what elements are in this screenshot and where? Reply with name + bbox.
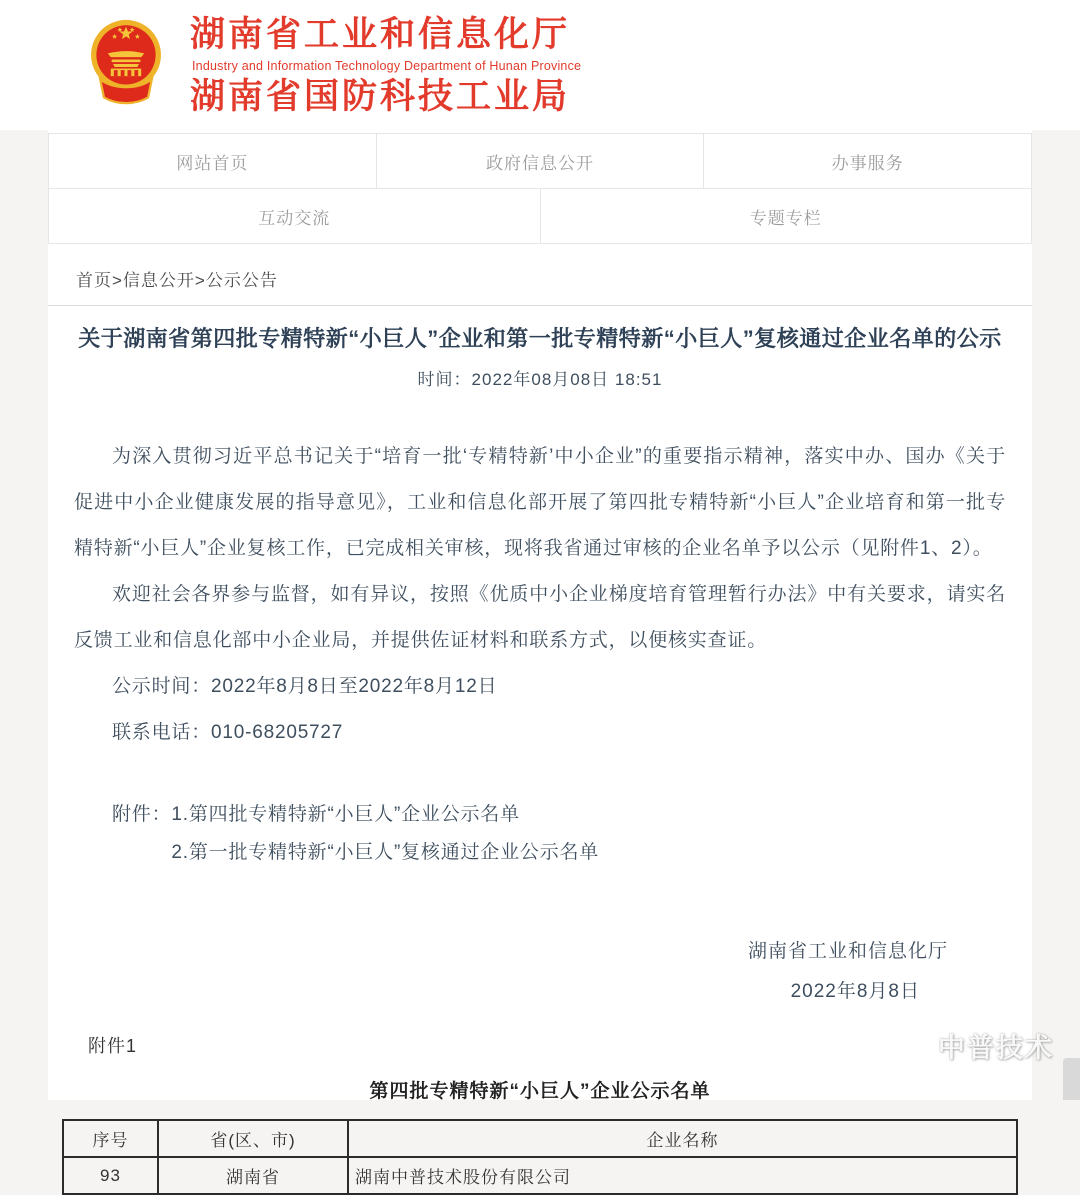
table-header-row [63, 1120, 1017, 1157]
cell-company: 湖南中普技术股份有限公司 [348, 1157, 1017, 1194]
attachment-link-1[interactable]: 1.第四批专精特新“小巨人”企业公示名单 [171, 804, 520, 825]
scrollbar-thumb[interactable] [1063, 1058, 1080, 1100]
org-name-english: Industry and Information Technology Department of Hunan Province [192, 58, 582, 73]
nav-item-services[interactable]: 办事服务 [703, 134, 1031, 188]
publish-time: 时间：2022年08月08日 18:51 [417, 370, 663, 389]
cell-province: 湖南省 [158, 1157, 348, 1194]
col-header-province: 省(区、市) [158, 1120, 348, 1157]
cell-index: 93 [63, 1157, 158, 1194]
annex-label: 附件1 [88, 1036, 138, 1056]
nav-item-interaction[interactable]: 互动交流 [258, 208, 331, 228]
attachments-block [74, 796, 1006, 872]
col-header-index: 序号 [63, 1120, 158, 1157]
signature-date: 2022年8月8日 [790, 981, 920, 1002]
site-header [0, 0, 1080, 130]
page-title: 关于湖南省第四批专精特新“小巨人”企业和第一批专精特新“小巨人”复核通过企业名单的公示 [78, 326, 1002, 351]
paragraph-2: 欢迎社会各界参与监督，如有异议，按照《优质中小企业梯度培育管理暂行办法》中有关要求，请实名反馈工业和信息化部中小企业局，并提供佐证材料和联系方式，以便核实查证。 [74, 584, 1006, 651]
notice-period: 公示时间：2022年8月8日至2022年8月12日 [112, 676, 498, 697]
signature-org: 湖南省工业和信息化厅 [747, 941, 948, 962]
col-header-company: 企业名称 [348, 1120, 1017, 1157]
org-names [190, 8, 581, 119]
nav-item-gov-info[interactable]: 政府信息公开 [376, 134, 704, 188]
nav-row-2 [49, 188, 1031, 243]
annex-table [62, 1119, 1018, 1195]
paragraph-1: 为深入贯彻习近平总书记关于“培育一批‘专精特新’中小企业”的重要指示精神，落实中办、国办《关于促进中小企业健康发展的指导意见》，工业和信息化部开展了第四批专精特新“小巨人”企业培育和第一批专精特新“小巨人”企业复核工作，已完成相关审核，现将我省通过审核的企业名单予以公示（见附件1、2）。 [74, 446, 1006, 559]
attachment-link-2[interactable]: 2.第一批专精特新“小巨人”复核通过企业公示名单 [171, 842, 600, 863]
signature-block [74, 932, 1006, 1012]
announcement-article [48, 322, 1032, 1195]
nav-item-home[interactable]: 网站首页 [176, 153, 249, 173]
watermark-text: 中普技术 [938, 1033, 1054, 1063]
org-name-line2: 湖南省国防科技工业局 [190, 76, 571, 116]
nav-row-1 [49, 134, 1031, 188]
content-sheet [48, 130, 1032, 1187]
article-body [62, 434, 1018, 1012]
org-name-line1: 湖南省工业和信息化厅 [190, 15, 571, 54]
china-national-emblem-icon [88, 10, 164, 118]
attachments-label: 附件： [112, 804, 172, 825]
contact-phone: 联系电话：010-68205727 [112, 722, 344, 743]
attachments-list [171, 796, 599, 872]
main-nav [48, 133, 1032, 244]
breadcrumb[interactable]: 首页>信息公开>公示公告 [48, 244, 1032, 306]
nav-item-special-columns[interactable]: 专题专栏 [540, 189, 1032, 243]
annex-table-title: 第四批专精特新“小巨人”企业公示名单 [369, 1081, 711, 1102]
table-row [63, 1157, 1017, 1194]
